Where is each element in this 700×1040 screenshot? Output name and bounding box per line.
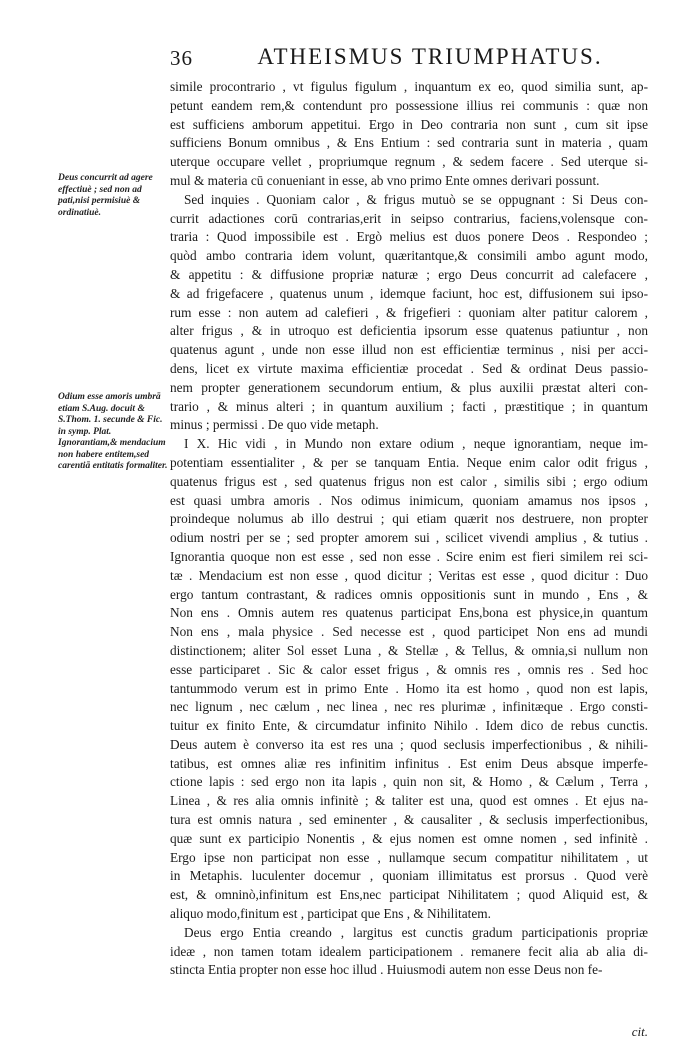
text-line: traria : Quod impossibile est . Ergò melius est duos ponere Deos . Respondeo ; xyxy=(170,229,648,245)
text-line: tæ . Mendacium est non esse , quod dicitur ; Veritas est esse , quod dicitur : Duo xyxy=(170,567,648,583)
text-line: simile procontrario , vt figulus figulum , inquantum ex eo, quod similia sunt, ap- xyxy=(170,79,648,94)
text-line: stincta Entia propter non esse hoc illud . Huiusmodi autem non esse Deus non fe- xyxy=(170,962,603,978)
text-line: uterque occupare vellet , propriumque regnum , & sedem facere . Sed uterque si- xyxy=(170,154,648,170)
text-line: nec lignum , nec cælum , nec linea , nec res plurimæ , infinitæque . Ergo consti- xyxy=(170,699,648,715)
text-line: quatenus frigus est , sed quatenus frigus non est calor , similis sibi ; ergo odium xyxy=(170,473,648,489)
text-line: nem propter generationem secundorum entium, & plus auxilii præstat alteri con- xyxy=(170,379,648,395)
text-line: Ignorantia quoque non est esse , sed non esse . Scire enim est fieri similem rei sci- xyxy=(170,548,648,564)
text-line: & appetitu : & diffusione propriæ naturæ ; ergo Deus concurrit ad calefacere , xyxy=(170,266,648,282)
text-line: minus ; permissi . De quo vide metaph. xyxy=(170,417,379,433)
text-line: distinctionem; aliter Sol esset Luna , & Stellæ , & Tellus, & omnia,si nullum non xyxy=(170,642,648,658)
running-title: ATHEISMUS TRIUMPHATUS. xyxy=(257,44,603,69)
margin-note-odium: Odium esse amoris umbrā etiam S.Aug. docuit & S.Thom. 1. secunde & Fic. in symp. Plat. Ignorantiam,& mendacium non habere entitem,sed carentiā entitatis formaliter. xyxy=(58,392,168,471)
text-line: petunt eandem rem,& contendunt pro possessione illius rei communis : quæ non xyxy=(170,97,648,113)
text-line: in Metaphis. luculenter docemur , quoniam illimitatus est prorsus . Quod verè xyxy=(170,868,648,884)
text-line: dens, licet ex virtute maxima efficientiæ procedat . Sed & ordinat Deus passio- xyxy=(170,360,648,376)
text-line: I X. Hic vidi , in Mundo non extare odium , neque ignorantiam, neque im- xyxy=(184,436,648,452)
text-line: Linea , & res alia omnis infinitè ; & taliter est una, quod est omnes . Et ejus na- xyxy=(170,793,648,809)
text-line: proindeque nolumus ab illo destrui ; qui etiam quærit nos destruere, non propter xyxy=(170,511,648,527)
paragraph xyxy=(170,191,648,435)
text-line: potentiam essentialiter , & per se tanquam Entia. Neque enim calor odit frigus , xyxy=(170,454,648,470)
text-line: Non ens . Omnis autem res quatenus participat Ens,bona est physice,in quantum xyxy=(170,605,648,621)
text-line: sufficiens Bonum omnibus , & Ens Entium : sed contraria sunt in materia , quam xyxy=(170,135,648,151)
text-line: ctione lapis : sed ergo non ita lapis , quin non sit, & Homo , & Cælum , Terra , xyxy=(170,774,648,790)
text-line: & ad frigefacere , quatenus unum , idemque faciunt, hoc est, diffusionem sui ipso- xyxy=(170,285,648,301)
text-line: rum esse : non autem ad calefieri , & frigefieri : quoniam alter patitur calorem , xyxy=(170,304,648,320)
text-line: Deus ergo Entia creando , largitus est cunctis gradum participationis propriæ xyxy=(184,924,648,940)
text-line: esse participaret . Sic & calor esset frigus , & omnis res , omnis res . Sed hoc xyxy=(170,661,648,677)
paragraph xyxy=(170,924,648,980)
text-line: ideæ , non tamen totam idealem participationem . remanere fecit alia ab alia di- xyxy=(170,943,648,959)
text-line: est, & omninò,infinitum est Ens,nec participat Nihilitatem ; quod Aliquid est, & xyxy=(170,887,648,903)
text-line: Sed inquies . Quoniam calor , & frigus mutuò se se oppugnant : Si Deus con- xyxy=(184,191,648,207)
paragraph xyxy=(170,78,648,191)
text-line: Ergo ipse non participat non esse , nullamque secum compatitur nihilitatem , ut xyxy=(170,849,648,865)
text-line: quòd ambo contraria idem volunt, quæritantque,& consimili ambo agunt modo, xyxy=(170,248,648,264)
page-number: 36 xyxy=(170,46,193,70)
text-line: tantummodo verum est in primo Ente . Homo ita est homo , quod non est lapis, xyxy=(170,680,648,696)
text-line: currit adactiones corū contrarias,erit in seipso contrarius, faciens,volensque con- xyxy=(170,210,648,226)
text-line: odium nostri per se ; sed propter amorem sui , scilicet vivendi amplius , & tutius . xyxy=(170,530,648,546)
catchword: cit. xyxy=(631,1024,648,1039)
text-line: Non ens , mala physice . Sed necesse est , quod participet Non ens ad mundi xyxy=(170,624,648,640)
text-line: tatibus, est omnes aliæ res infinitim infinitus . Est enim Deus absque imperfe- xyxy=(170,755,648,771)
text-line: est quasi umbra amoris . Nos odimus inimicum, quoniam amamus nos ipsos , xyxy=(170,492,648,508)
text-line: mul & materia cū conueniant in esse, ab vno primo Ente omnes derivari possunt. xyxy=(170,172,600,188)
text-line: Deus autem è converso ita est res una ; quod seclusis imperfectionibus , & nihili- xyxy=(170,736,648,752)
margin-note-concursus: Deus concurrit ad agere effectiuè ; sed non ad pati,nisi permisiuè & ordinatiuè. xyxy=(58,173,153,218)
text-line: quatenus agunt , unde non esse illud non est efficientiæ terminus , nisi per acci- xyxy=(170,342,648,358)
text-line: quæ sunt ex participio Nonentis , & ejus nomen est omne nomen , sed infinitè . xyxy=(170,830,648,846)
text-line: tuitur ex finito Ente, & circumdatur infinito Nihilo . Idem dico de rebus cunctis. xyxy=(170,718,648,734)
body-text xyxy=(170,78,648,980)
text-line: trario , & minus alteri ; in quantum auxilium ; facti , præstitique ; in quantum xyxy=(170,398,648,414)
text-line: alter frigus , & in utroquo est deficientia ipsorum esse quatenus patiuntur , non xyxy=(170,323,648,339)
text-line: tura est omnis natura , sed eminenter , & causaliter , & seclusis imperfectionibus, xyxy=(170,812,648,828)
text-line: est sufficiens amborum appetitui. Ergo in Deo contraria non sunt , cum sit ipse xyxy=(170,116,648,132)
text-line: aliquo modo,finitum est , participat que Ens , & Nihilitatem. xyxy=(170,906,491,922)
text-line: ergo tantum contrastant, & radices omnis oppositionis sunt in mundo , Ens , & xyxy=(170,586,648,602)
paragraph xyxy=(170,435,648,924)
